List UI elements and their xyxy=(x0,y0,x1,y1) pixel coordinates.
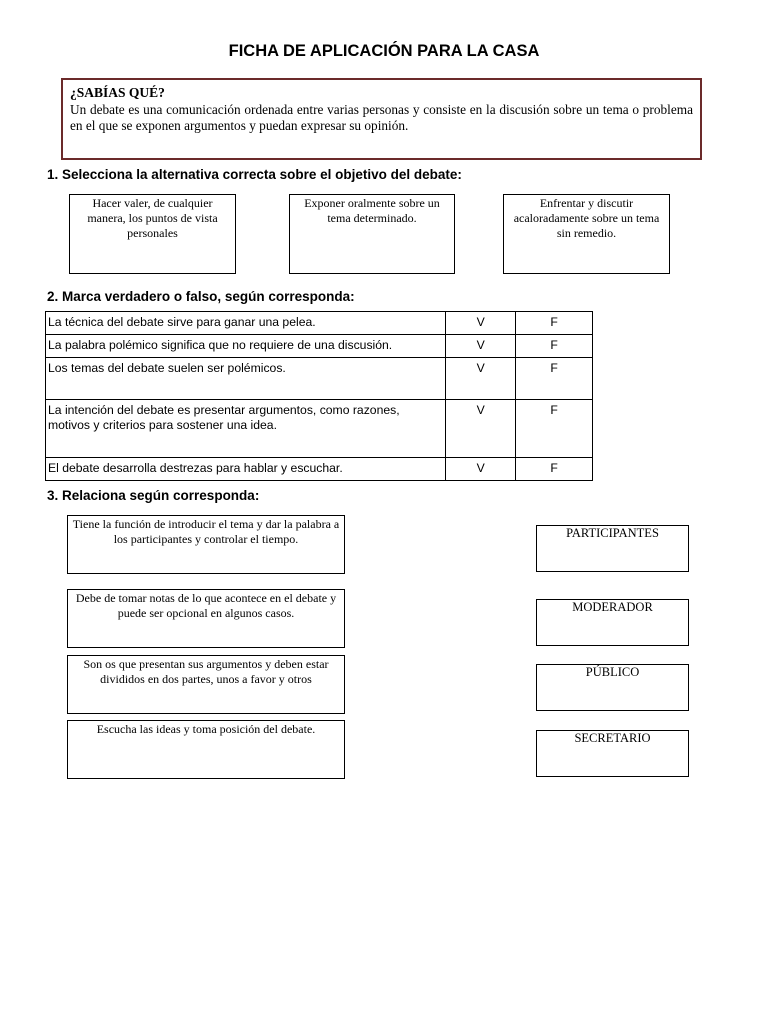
info-box-heading: ¿SABÍAS QUÉ? xyxy=(70,85,165,100)
true-option[interactable]: V xyxy=(446,335,516,358)
question-1-title: 1. Selecciona la alternativa correcta sobre el objetivo del debate: xyxy=(47,167,462,182)
description-box-4: Escucha las ideas y toma posición del debate. xyxy=(67,720,345,779)
false-option[interactable]: F xyxy=(516,335,593,358)
option-box-2: Exponer oralmente sobre un tema determinado. xyxy=(289,194,455,274)
true-option[interactable]: V xyxy=(446,312,516,335)
statement-cell: Los temas del debate suelen ser polémicos. xyxy=(46,358,446,400)
role-box-secretario: SECRETARIO xyxy=(536,730,689,777)
option-box-1: Hacer valer, de cualquier manera, los puntos de vista personales xyxy=(69,194,236,274)
table-row xyxy=(46,335,593,358)
question-2-title: 2. Marca verdadero o falso, según corresponda: xyxy=(47,289,355,304)
table-row xyxy=(46,458,593,481)
true-option[interactable]: V xyxy=(446,458,516,481)
false-option[interactable]: F xyxy=(516,400,593,458)
description-box-3: Son os que presentan sus argumentos y deben estar divididos en dos partes, unos a favor y otros xyxy=(67,655,345,714)
statement-cell: La intención del debate es presentar argumentos, como razones, motivos y criterios para sostener una idea. xyxy=(46,400,446,458)
statement-cell: La palabra polémico significa que no requiere de una discusión. xyxy=(46,335,446,358)
true-option[interactable]: V xyxy=(446,358,516,400)
info-box xyxy=(61,78,702,160)
false-option[interactable]: F xyxy=(516,358,593,400)
option-box-3: Enfrentar y discutir acaloradamente sobre un tema sin remedio. xyxy=(503,194,670,274)
statement-cell: La técnica del debate sirve para ganar una pelea. xyxy=(46,312,446,335)
role-box-participantes: PARTICIPANTES xyxy=(536,525,689,572)
description-box-1: Tiene la función de introducir el tema y dar la palabra a los participantes y controlar el tiempo. xyxy=(67,515,345,574)
description-box-2: Debe de tomar notas de lo que acontece en el debate y puede ser opcional en algunos casos. xyxy=(67,589,345,648)
question-3-title: 3. Relaciona según corresponda: xyxy=(47,488,260,503)
table-row xyxy=(46,358,593,400)
role-box-moderador: MODERADOR xyxy=(536,599,689,646)
false-option[interactable]: F xyxy=(516,312,593,335)
role-box-publico: PÚBLICO xyxy=(536,664,689,711)
false-option[interactable]: F xyxy=(516,458,593,481)
true-false-table xyxy=(45,311,593,481)
info-box-text: Un debate es una comunicación ordenada entre varias personas y consiste en la discusión sobre un tema o problema en el que se exponen argumentos y puedan expresar su opinión. xyxy=(70,102,693,133)
page-title: FICHA DE APLICACIÓN PARA LA CASA xyxy=(228,42,540,60)
true-option[interactable]: V xyxy=(446,400,516,458)
statement-cell: El debate desarrolla destrezas para hablar y escuchar. xyxy=(46,458,446,481)
table-row xyxy=(46,312,593,335)
table-row xyxy=(46,400,593,458)
